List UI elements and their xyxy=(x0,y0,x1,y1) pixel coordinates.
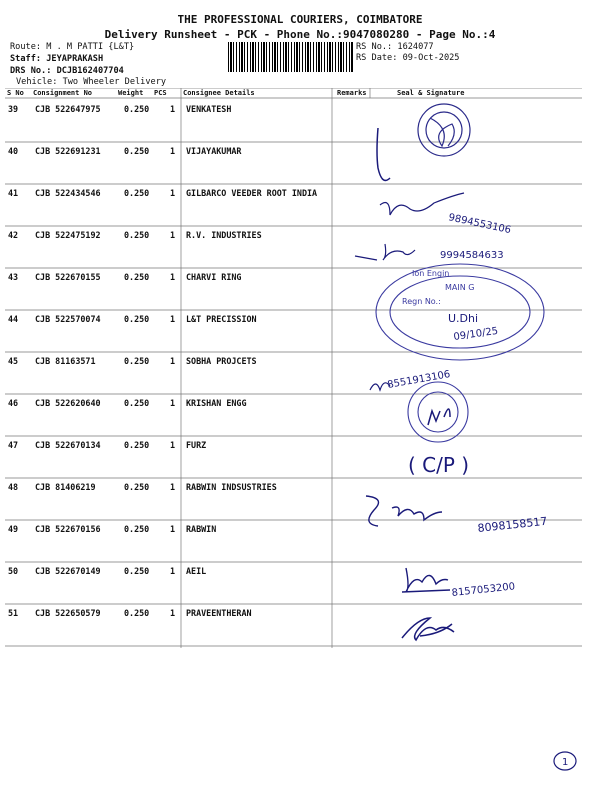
row-consignment: CJB 522670134 xyxy=(35,440,101,450)
row-sno: 40 xyxy=(8,146,19,156)
page-mark: 1 xyxy=(562,757,569,768)
row-pcs: 1 xyxy=(170,104,176,114)
column-header-consignee: Consignee Details xyxy=(183,89,255,97)
phone-handwritten-49: 8098158517 xyxy=(476,514,548,535)
row-pcs: 1 xyxy=(170,272,176,282)
signature-row49-icon xyxy=(366,496,442,526)
row-consignee: FURZ xyxy=(186,440,207,450)
row-sno: 43 xyxy=(8,272,19,282)
row-weight: 0.250 xyxy=(124,314,150,324)
company-stamp-icon xyxy=(418,104,470,156)
phone-handwritten-50: 8157053200 xyxy=(451,581,516,599)
vehicle-label: Vehicle: Two Wheeler Delivery xyxy=(16,77,167,87)
drs-number: DRS No.: DCJB162407704 xyxy=(10,66,124,76)
round-stamp-icon xyxy=(408,382,468,442)
column-header-sno: S No xyxy=(7,89,24,97)
row-weight: 0.250 xyxy=(124,188,150,198)
row-sno: 50 xyxy=(8,566,19,576)
phone-handwritten-41: 9894553106 xyxy=(447,212,512,237)
row-sno: 46 xyxy=(8,398,19,408)
row-consignment: CJB 522691231 xyxy=(35,146,101,156)
row-consignee: CHARVI RING xyxy=(186,272,242,282)
signature-row50-icon xyxy=(402,568,450,592)
column-header-seal: Seal & Signature xyxy=(397,89,465,97)
signature-row46-icon xyxy=(428,409,450,425)
row-sno: 45 xyxy=(8,356,19,366)
row-consignment: CJB 522475192 xyxy=(35,230,101,240)
row-pcs: 1 xyxy=(170,398,176,408)
row-consignment: CJB 522670155 xyxy=(35,272,101,282)
row-weight: 0.250 xyxy=(124,566,150,576)
row-sno: 44 xyxy=(8,314,19,324)
row-sno: 47 xyxy=(8,440,19,450)
row-weight: 0.250 xyxy=(124,482,150,492)
row-pcs: 1 xyxy=(170,524,176,534)
row-consignee: RABWIN xyxy=(186,524,217,534)
row-consignee: AEIL xyxy=(186,566,207,576)
row-pcs: 1 xyxy=(170,230,176,240)
row-consignee: PRAVEENTHERAN xyxy=(186,608,252,618)
document-subtitle: Delivery Runsheet - PCK - Phone No.:9047080280 - Page No.:4 xyxy=(104,28,496,41)
handwritten-cp-47: ( C/P ) xyxy=(408,453,470,477)
row-pcs: 1 xyxy=(170,440,176,450)
signature-row42-icon xyxy=(355,244,415,260)
row-consignee: RABWIN INDSUSTRIES xyxy=(186,482,277,492)
column-header-remarks: Remarks xyxy=(337,89,367,97)
row-consignment: CJB 522434546 xyxy=(35,188,101,198)
row-weight: 0.250 xyxy=(124,398,150,408)
row-consignee: SOBHA PROJCETS xyxy=(186,356,257,366)
row-weight: 0.250 xyxy=(124,146,150,156)
row-sno: 48 xyxy=(8,482,19,492)
row-pcs: 1 xyxy=(170,608,176,618)
stamp-text-top: Ion Engin xyxy=(412,269,450,278)
rs-number: RS No.: 1624077 xyxy=(356,42,434,52)
column-header-weight: Weight xyxy=(118,89,144,97)
row-consignment: CJB 81406219 xyxy=(35,482,96,492)
row-weight: 0.250 xyxy=(124,608,150,618)
row-weight: 0.250 xyxy=(124,272,150,282)
phone-handwritten-45: 8551913106 xyxy=(386,369,452,391)
phone-handwritten-42: 9994584633 xyxy=(440,250,504,261)
row-pcs: 1 xyxy=(170,188,176,198)
row-consignment: CJB 522670156 xyxy=(35,524,101,534)
barcode xyxy=(228,42,354,72)
stamp-text-reg: Regn No.: xyxy=(402,297,441,306)
row-weight: 0.250 xyxy=(124,356,150,366)
row-sno: 49 xyxy=(8,524,19,534)
row-consignment: CJB 522670149 xyxy=(35,566,101,576)
handwritten-name-44: U.Dhi xyxy=(448,312,479,325)
row-sno: 41 xyxy=(8,188,19,198)
row-weight: 0.250 xyxy=(124,440,150,450)
row-consignment: CJB 522650579 xyxy=(35,608,101,618)
row-consignee: R.V. INDUSTRIES xyxy=(186,230,262,240)
row-consignment: CJB 81163571 xyxy=(35,356,96,366)
row-pcs: 1 xyxy=(170,566,176,576)
route-label: Route: M . M PATTI {L&T} xyxy=(10,42,135,52)
row-consignment: CJB 522570074 xyxy=(35,314,101,324)
row-pcs: 1 xyxy=(170,356,176,366)
row-consignee: KRISHAN ENGG xyxy=(186,398,247,408)
rs-date: RS Date: 09-Oct-2025 xyxy=(356,53,460,63)
stamp-text-mid: MAIN G xyxy=(445,283,475,292)
row-weight: 0.250 xyxy=(124,104,150,114)
row-consignment: CJB 522620640 xyxy=(35,398,101,408)
handwritten-date-44: 09/10/25 xyxy=(452,325,499,343)
row-sno: 51 xyxy=(8,608,19,618)
row-pcs: 1 xyxy=(170,146,176,156)
signature-area xyxy=(340,88,600,648)
row-pcs: 1 xyxy=(170,482,176,492)
row-weight: 0.250 xyxy=(124,524,150,534)
column-header-consignment: Consignment No xyxy=(33,89,93,97)
column-header-pcs: PCS xyxy=(154,89,167,97)
row-consignee: GILBARCO VEEDER ROOT INDIA xyxy=(186,188,318,198)
row-consignee: VIJAYAKUMAR xyxy=(186,146,242,156)
row-consignee: L&T PRECISSION xyxy=(186,314,257,324)
page-number-circle-icon xyxy=(552,748,578,774)
row-consignee: VENKATESH xyxy=(186,104,232,114)
document-title: THE PROFESSIONAL COURIERS, COIMBATORE xyxy=(177,13,423,26)
row-sno: 42 xyxy=(8,230,19,240)
signature-row51-icon xyxy=(402,618,454,640)
row-sno: 39 xyxy=(8,104,19,114)
row-weight: 0.250 xyxy=(124,230,150,240)
row-pcs: 1 xyxy=(170,314,176,324)
row-consignment: CJB 522647975 xyxy=(35,104,101,114)
signature-row40-icon xyxy=(377,128,390,180)
staff-label: Staff: JEYAPRAKASH xyxy=(10,54,104,64)
